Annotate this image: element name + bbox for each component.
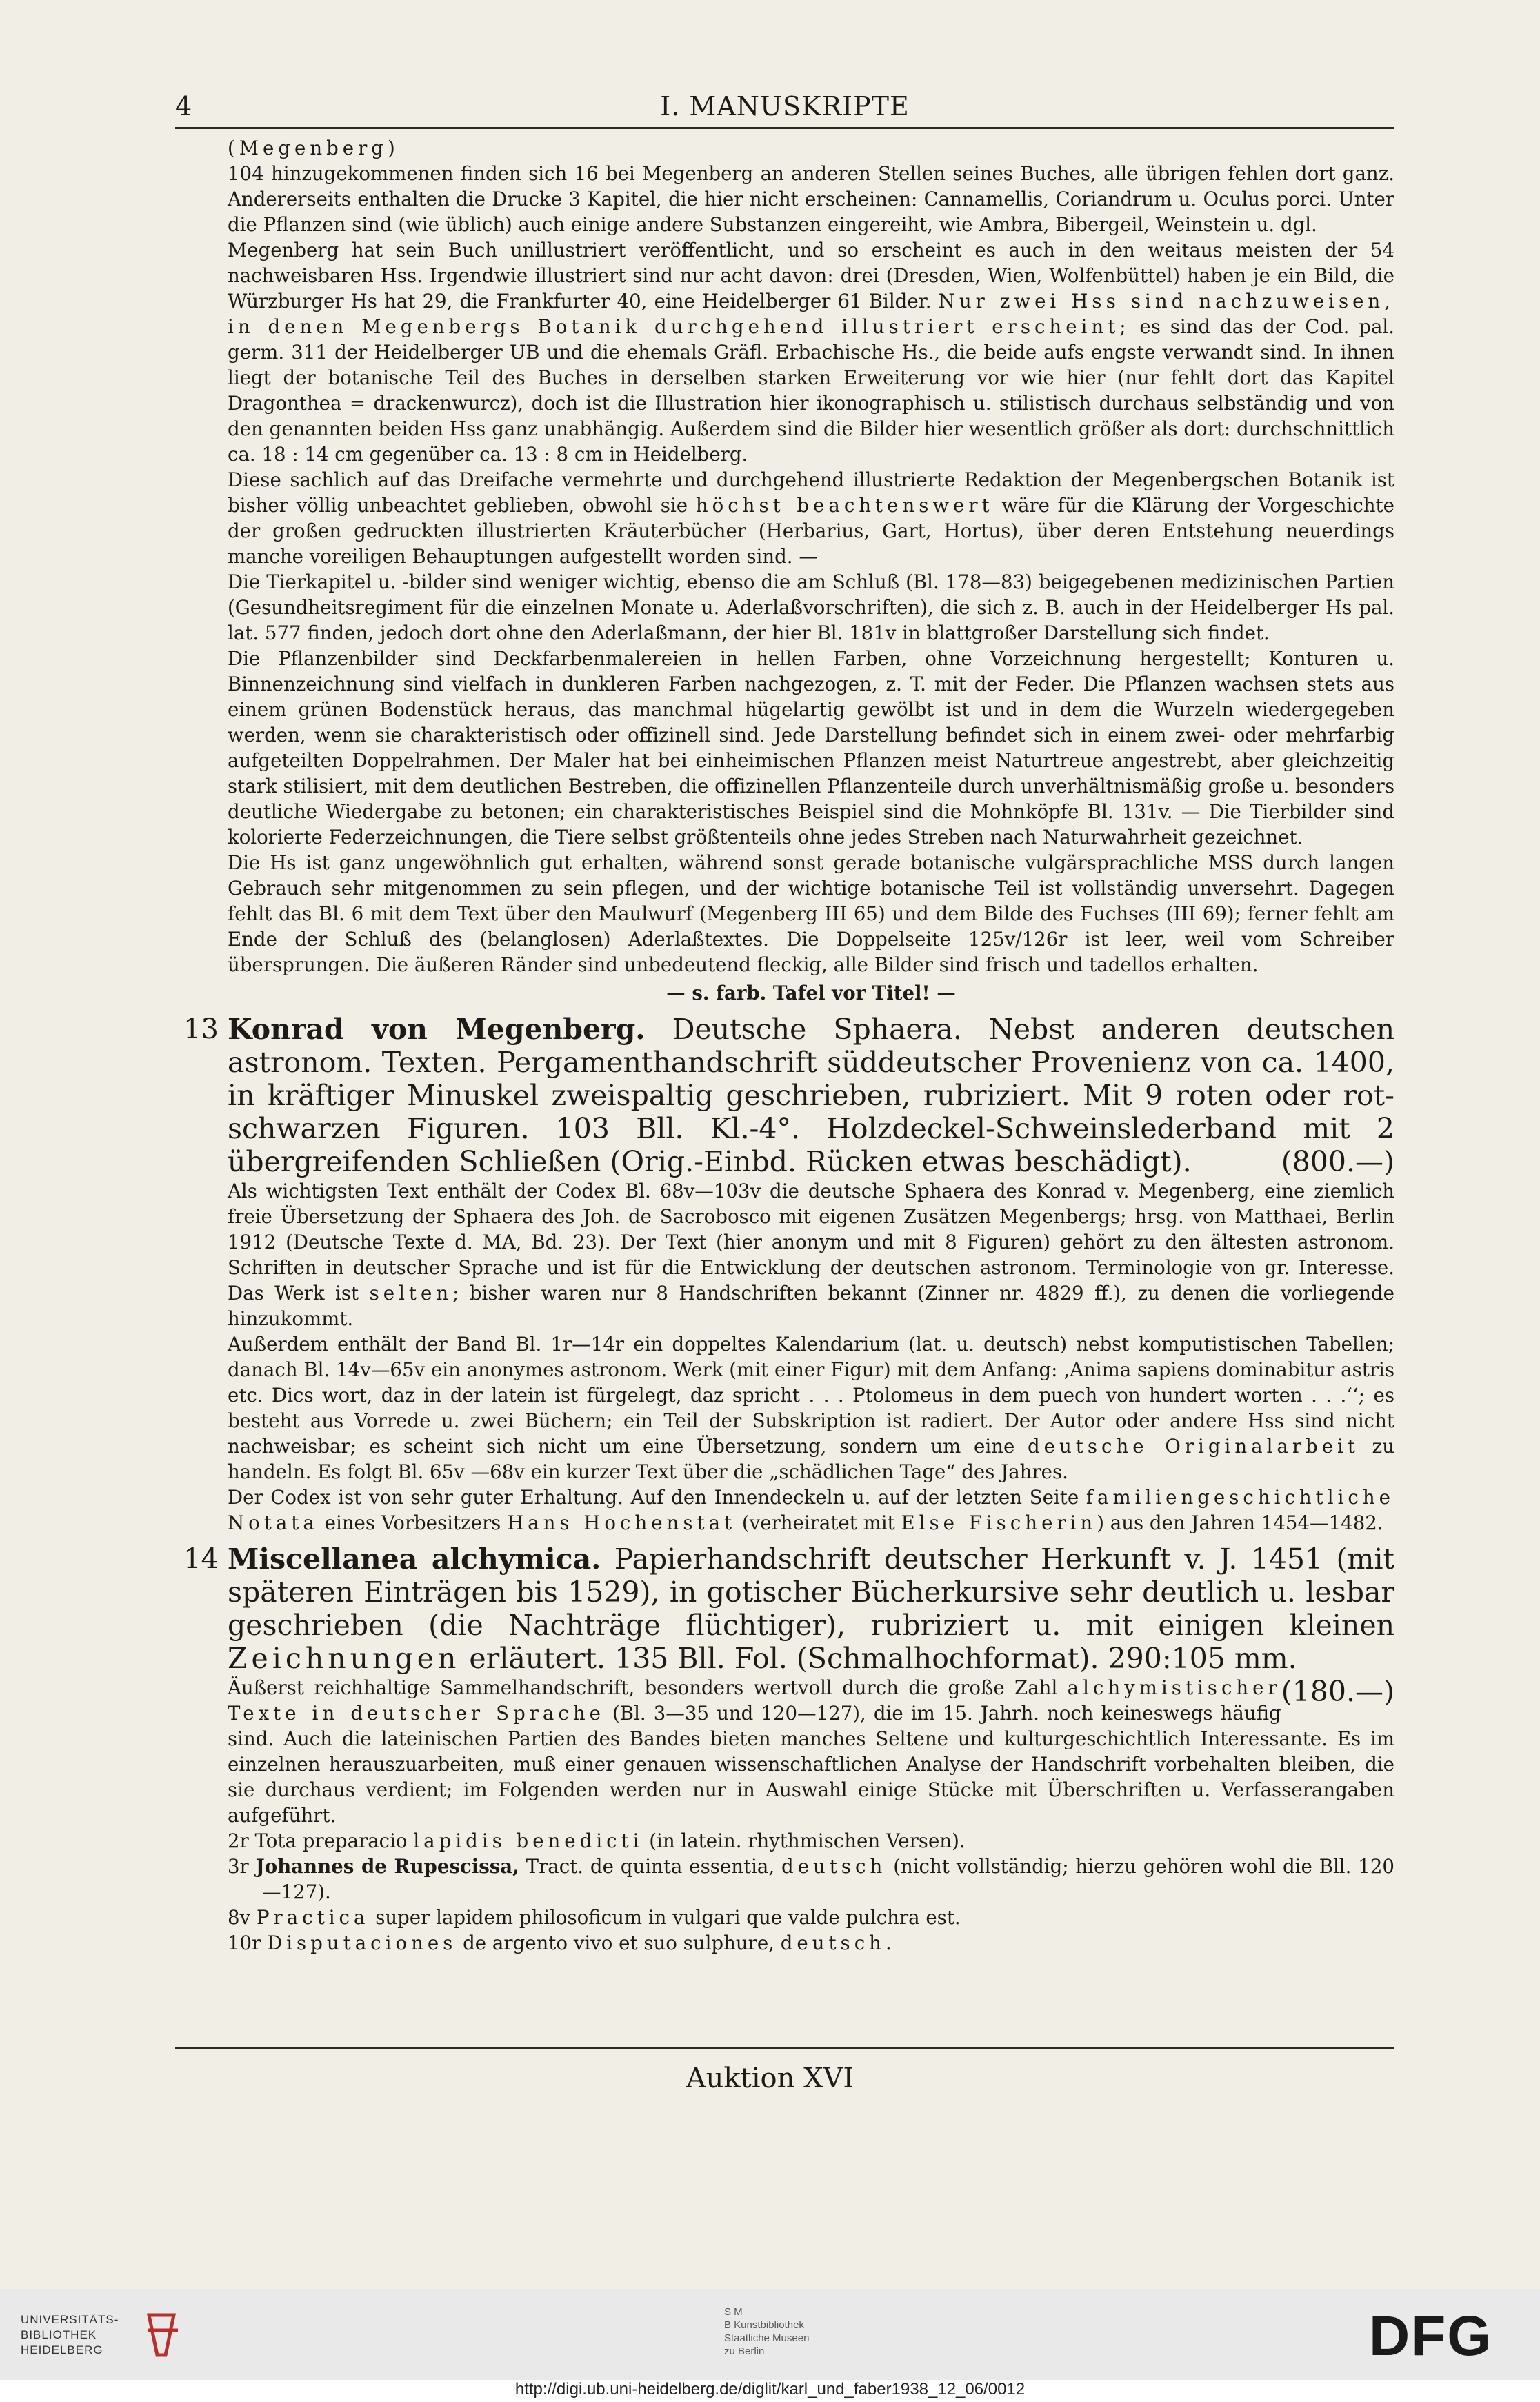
catalogue-entry-13 xyxy=(183,1013,1394,1536)
entry-heading: Miscellanea alchymica. Papierhandschrift deutscher Herkunft v. J. 1451 (mit späteren Einträgen bis 1529), in gotischer Bücherkursive sehr deutlich u. lesbar geschrieben (die Nachträge flüchtiger), rubriziert u. mit einigen kleinen Zeichnungen erläutert. 135 Bll. Fol. (Schmalhochformat). 290:105 mm. (180.—) xyxy=(228,1542,1394,1708)
entry-paragraph: Außerdem enthält der Band Bl. 1r—14r ein doppeltes Kalendarium (lat. u. deutsch) nebst komputistischen Tabellen; danach Bl. 14v—65v ein anonymes astronom. Werk (mit einer Figur) mit dem Anfang: ‚Anima sapiens dominabitur astris etc. Dics wort, daz in der latein ist fürgelegt, daz spricht . . . Ptolomeus in dem puech von hundert worten . . .‘‘; es besteht aus Vorrede u. zwei Büchern; ein Teil der Subskription ist radiert. Der Autor oder andere Hss sind nicht nachweisbar; es scheint sich nicht um eine Übersetzung, sondern um eine deutsche Originalarbeit zu handeln. Es folgt Bl. 65v —68v ein kurzer Text über die „schädlichen Tage“ des Jahres. xyxy=(228,1333,1394,1483)
entry-description: Deutsche Sphaera. Nebst anderen deutschen astronom. Texten. Pergamenthandschrift süddeutscher Provenienz von ca. 1400, in kräftiger Minuskel zweispaltig geschrieben, rubriziert. Mit 9 roten oder rot-schwarzen Figuren. 103 Bll. Kl.-4°. Holzdeckel-Schweinslederband mit 2 übergreifenden Schließen (Orig.-Einbd. Rücken etwas beschädigt). xyxy=(228,1013,1394,1178)
lot-number: 14 xyxy=(183,1543,219,1575)
library-stamp: S M B Kunstbibliothek Staatliche Museen zu Berlin xyxy=(724,2306,810,2357)
intro-paragraph: Die Hs ist ganz ungewöhnlich gut erhalten, während sonst gerade botanische vulgärsprachliche MSS durch langen Gebrauch sehr mitgenommen zu sein pflegen, und der wichtige botanische Teil ist vollständig unversehrt. Dagegen fehlt das Bl. 6 mit dem Text über den Maulwurf (Megenberg III 65) und dem Bilde des Fuchses (III 69); ferner fehlt am Ende der Schluß des (belanglosen) Aderlaßtextes. Die Doppelseite 125v/126r ist leer, weil vom Schreiber übersprungen. Die äußeren Ränder sind unbedeutend fleckig, alle Bilder sind frisch und tadellos erhalten. xyxy=(228,851,1394,976)
entry-heading xyxy=(228,1013,1394,1178)
section-title: I. MANUSKRIPTE xyxy=(660,91,910,121)
page-number: 4 xyxy=(175,91,192,121)
plate-note: — s. farb. Tafel vor Titel! — xyxy=(666,982,956,1004)
entry-price: (180.—) xyxy=(1281,1675,1394,1708)
university-library-logo-icon xyxy=(142,2310,183,2361)
intro-paragraph: Die Pflanzenbilder sind Deckfarbenmalereien in hellen Farben, ohne Vorzeichnung hergestellt; Konturen u. Binnenzeichnung sind vielfach in dunkleren Farben nachgezogen, z. T. mit der Feder. Die Pflanzen wachsen stets aus einem grünen Bodenstück heraus, das manchmal hügelartig gewölbt ist und in dem die Wurzeln wiedergegeben werden, wenn sie charakteristisch oder offizinell sind. Jede Darstellung befindet sich in einem zwei- oder mehrfarbig aufgeteilten Doppelrahmen. Der Maler hat bei einheimischen Pflanzen meist Naturtreue angestrebt, aber gleichzeitig stark stilisiert, mit dem deutlichen Bestreben, die offizinellen Pflanzenteile durch unverhältnismäßig große u. besonders deutliche Wiedergabe zu betonen; ein charakteristisches Beispiel sind die Mohnköpfe Bl. 131v. — Die Tierbilder sind kolorierte Federzeichnungen, die Tiere selbst größtenteils ohne jedes Streben nach Naturwahrheit gezeichnet. xyxy=(228,647,1394,848)
entry-author: Miscellanea alchymica. xyxy=(228,1542,601,1576)
entry-price: (800.—) xyxy=(1281,1145,1394,1178)
entry-paragraph: Äußerst reichhaltige Sammelhandschrift, besonders wertvoll durch die große Zahl alchymistischer Texte in deutscher Sprache (Bl. 3—35 und 120—127), die im 15. Jahrh. noch keineswegs häufig sind. Auch die lateinischen Partien des Bandes bieten manches Seltene und kulturgeschichtlich Interessante. Es im einzelnen herauszuarbeiten, muß einer genauen wissenschaftlichen Analyse der Handschrift vorbehalten bleiben, die sie durchaus verdient; im Folgenden werden nur in Auswahl einige Stücke mit Überschriften u. Verfasserangaben aufgeführt. xyxy=(228,1676,1394,1827)
page-header xyxy=(175,88,1394,129)
intro-heading: (Megenberg) xyxy=(228,137,399,159)
auction-label: Auktion XVI xyxy=(686,2063,854,2094)
catalogue-entry-14 xyxy=(183,1542,1394,1956)
intro-paragraph: Diese sachlich auf das Dreifache vermehrte und durchgehend illustrierte Redaktion der Megenbergschen Botanik ist bisher völlig unbeachtet geblieben, obwohl sie höchst beachtenswert wäre für die Klärung der Vorgeschichte der großen gedruckten illustrierten Kräuterbücher (Herbarius, Gart, Hortus), über deren Entstehung neuerdings manche voreiligen Behauptungen aufgestellt worden sind. — xyxy=(228,468,1394,568)
intro-paragraph: Die Tierkapitel u. -bilder sind weniger wichtig, ebenso die am Schluß (Bl. 178—83) beigegebenen medizinischen Partien (Gesundheitsregiment für die einzelnen Monate u. Aderlaßvorschriften), die sich z. B. auch in der Heidelberger Hs pal. lat. 577 finden, jedoch dort ohne den Aderlaßmann, der hier Bl. 181v in blattgroßer Darstellung sich findet. xyxy=(228,570,1394,644)
catalogue-text xyxy=(183,135,1394,1956)
bottom-rule xyxy=(175,2047,1394,2049)
entry-author: Konrad von Megenberg. xyxy=(228,1013,646,1046)
digitization-footer xyxy=(0,2289,1540,2380)
intro-paragraph: 104 hinzugekommenen finden sich 16 bei Megenberg an anderen Stellen seines Buches, alle übrigen fehlen dort ganz. Andererseits enthalten die Drucke 3 Kapitel, die hier nicht erscheinen: Cannamellis, Coriandrum u. Oculus porci. Unter die Pflanzen sind (wie üblich) auch einige andere Substanzen eingereiht, wie Ambra, Bibergeil, Weinstein u. dgl. xyxy=(228,162,1394,236)
university-library-logo-text: UNIVERSITÄTS- BIBLIOTHEK HEIDELBERG xyxy=(21,2313,119,2356)
content-item: 3r Johannes de Rupescissa, Tract. de quinta essentia, deutsch (nicht vollständig; hierzu gehören wohl die Bll. 120—127). xyxy=(228,1855,1394,1903)
content-item: 2r Tota preparacio lapidis benedicti (in latein. rhythmischen Versen). xyxy=(228,1829,966,1852)
content-item: 8v Practica super lapidem philosoficum in vulgari que valde pulchra est. xyxy=(228,1906,961,1929)
source-url[interactable]: http://digi.ub.uni-heidelberg.de/diglit/karl_und_faber1938_12_06/0012 xyxy=(514,2380,1026,2399)
dfg-logo: DFG xyxy=(1369,2305,1493,2368)
entry-paragraph: Der Codex ist von sehr guter Erhaltung. Auf den Innendeckeln u. auf der letzten Seite familiengeschichtliche Notata eines Vorbesitzers Hans Hochenstat (verheiratet mit Else Fischerin) aus den Jahren 1454—1482. xyxy=(228,1486,1394,1534)
lot-number: 13 xyxy=(183,1013,219,1045)
content-item: 10r Disputaciones de argento vivo et suo sulphure, deutsch. xyxy=(228,1932,896,1954)
intro-paragraph: Megenberg hat sein Buch unillustriert veröffentlicht, und so erscheint es auch in den weitaus meisten der 54 nachweisbaren Hss. Irgendwie illustriert sind nur acht davon: drei (Dresden, Wien, Wolfenbüttel) haben je ein Bild, die Würzburger Hs hat 29, die Frankfurter 40, eine Heidelberger 61 Bilder. Nur zwei Hss sind nachzuweisen, in denen Megenbergs Botanik durchgehend illustriert erscheint; es sind das der Cod. pal. germ. 311 der Heidelberger UB und die ehemals Gräfl. Erbachische Hs., die beide aufs engste verwandt sind. In ihnen liegt der botanische Teil des Buches in derselben starken Erweiterung vor wie hier (nur fehlt dort das Kapitel Dragonthea = drackenwurcz), doch ist die Illustration hier ikonographisch u. stilistisch durchaus selbständig und von den genannten beiden Hss ganz unabhängig. Außerdem sind die Bilder hier wesentlich größer als dort: durchschnittlich ca. 18 : 14 cm gegenüber ca. 13 : 8 cm in Heidelberg. xyxy=(228,239,1394,466)
entry-paragraph: Als wichtigsten Text enthält der Codex Bl. 68v—103v die deutsche Sphaera des Konrad v. Megenberg, eine ziemlich freie Übersetzung der Sphaera des Joh. de Sacrobosco mit eigenen Zusätzen Megenbergs; hrsg. von Matthaei, Berlin 1912 (Deutsche Texte d. MA, Bd. 23). Der Text (hier anonym und mit 8 Figuren) gehört zu den ältesten astronom. Schriften in deutscher Sprache und ist für die Entwicklung der deutschen astronom. Terminologie von gr. Interesse. Das Werk ist selten; bisher waren nur 8 Handschriften bekannt (Zinner nr. 4829 ff.), zu denen die vorliegende hinzukommt. xyxy=(228,1180,1394,1330)
